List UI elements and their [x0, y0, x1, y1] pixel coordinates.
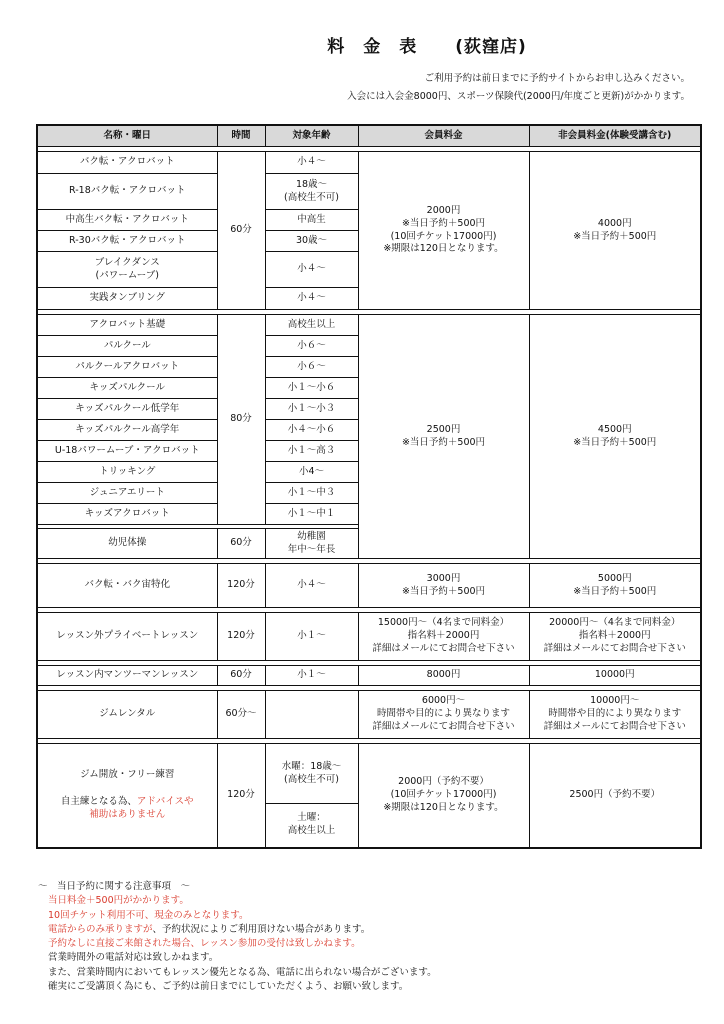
- class-age: 小１〜小６: [265, 378, 358, 399]
- nonmember-price-line: 4000円: [597, 217, 632, 229]
- title-text: 料 金 表: [327, 37, 418, 57]
- note-red: 電話からのみ承りますが: [48, 923, 153, 935]
- class-name: トリッキング: [37, 462, 217, 483]
- class-time: 120分: [217, 744, 265, 848]
- member-price: [358, 152, 529, 310]
- table-row: [37, 152, 701, 174]
- nonmember-price: [529, 613, 701, 661]
- reservation-note: ご利用予約は前日までに予約サイトからお申し込みください。: [424, 73, 690, 84]
- class-age: 小４〜: [265, 564, 358, 608]
- member-price-line: 6000円〜: [421, 695, 466, 707]
- note-black: 、予約状況によりご利用頂けない場合があります。: [152, 923, 371, 935]
- class-name: [37, 744, 217, 848]
- class-name-line: ブレイクダンス: [94, 256, 160, 268]
- class-name: 幼児体操: [37, 529, 217, 559]
- class-age-line: 年中〜年長: [287, 543, 336, 555]
- member-price: [358, 691, 529, 739]
- member-price-line: 2500円: [426, 423, 461, 435]
- class-age-line: (高校生不可): [284, 773, 339, 785]
- table-row: [37, 666, 701, 686]
- class-name: パルクールアクロバット: [37, 357, 217, 378]
- note-line: [48, 923, 437, 937]
- nonmember-price: [529, 691, 701, 739]
- col-header-age: 対象年齢: [265, 125, 358, 147]
- class-age: 小６〜: [265, 357, 358, 378]
- class-age: [265, 744, 358, 804]
- class-age: [265, 174, 358, 210]
- note-line: また、営業時間内においてもレッスン優先となる為、電話に出られない場合がございます。: [48, 966, 437, 978]
- member-price-line: 15000円〜（4名まで同料金）: [377, 617, 510, 629]
- member-price-line: (10回チケット17000円): [390, 788, 497, 800]
- col-header-member: 会員料金: [358, 125, 529, 147]
- nonmember-price-line: 時間帯や目的により異なります: [548, 708, 682, 720]
- notes-heading: 〜 当日予約に関する注意事項 〜: [38, 881, 191, 892]
- nonmember-price-line: 4500円: [597, 423, 632, 435]
- class-age: 小１〜中３: [265, 483, 358, 504]
- nonmember-price-line: 指名料＋2000円: [578, 630, 651, 642]
- class-age-line: (高校生不可): [284, 191, 339, 203]
- table-row: [37, 613, 701, 661]
- col-header-name: 名称・曜日: [37, 125, 217, 147]
- note-black: 自主練となる為、: [60, 795, 137, 807]
- table-row: [37, 315, 701, 336]
- class-age: 小４〜: [265, 252, 358, 288]
- member-price-line: 時間帯や目的により異なります: [376, 708, 510, 720]
- class-age-line: 18歳〜: [295, 178, 328, 190]
- class-age: 中高生: [265, 210, 358, 231]
- note-line: 10回チケット利用不可、現金のみとなります。: [48, 909, 249, 921]
- class-name: キッズアクロバット: [37, 504, 217, 525]
- nonmember-price: [529, 152, 701, 310]
- page-title: [0, 32, 724, 57]
- class-name: バク転・アクロバット: [37, 152, 217, 174]
- class-name: レッスン外プライベートレッスン: [37, 613, 217, 661]
- table-row: [37, 744, 701, 804]
- member-price-line: 指名料＋2000円: [407, 630, 480, 642]
- free-practice-note: [38, 796, 217, 809]
- class-age: 高校生以上: [265, 315, 358, 336]
- class-age: 小１〜: [265, 613, 358, 661]
- notes-section: [38, 880, 437, 994]
- class-age: 小１〜中１: [265, 504, 358, 525]
- note-line: 当日料金＋500円がかかります。: [48, 895, 189, 907]
- class-time: 120分: [217, 564, 265, 608]
- note-line: 営業時間外の電話対応は致しかねます。: [48, 952, 219, 964]
- member-price-line: 詳細はメールにてお問合せ下さい: [372, 642, 515, 654]
- class-name: R-30バク転・アクロバット: [37, 231, 217, 252]
- class-age-line: 水曜：18歳〜: [281, 760, 342, 772]
- nonmember-price: [529, 564, 701, 608]
- free-practice-title: ジム開放・フリー練習: [80, 769, 175, 781]
- table-row: [37, 691, 701, 739]
- member-price-line: 2000円: [426, 204, 461, 216]
- class-age: [265, 529, 358, 559]
- class-time: 60分: [217, 666, 265, 686]
- class-name: [37, 252, 217, 288]
- store-name: (荻窪店): [455, 37, 527, 57]
- note-line: 確実にご受講頂く為にも、ご予約は前日までにしていただくよう、お願い致します。: [48, 980, 409, 992]
- member-price: [358, 564, 529, 608]
- class-name: ジュニアエリート: [37, 483, 217, 504]
- nonmember-price-line: ※当日予約＋500円: [573, 585, 657, 597]
- member-price-line: 2000円（予約不要）: [398, 776, 489, 788]
- note-line: 予約なしに直接ご来館された場合、レッスン参加の受付は致しかねます。: [48, 938, 361, 949]
- class-age-line: 高校生以上: [287, 825, 336, 837]
- class-age: 小４〜: [265, 152, 358, 174]
- member-price-line: ※当日予約＋500円: [401, 436, 486, 448]
- member-price-line: (10回チケット17000円): [390, 230, 497, 242]
- class-age: 小４〜: [265, 288, 358, 310]
- nonmember-price-line: 10000円〜: [590, 695, 640, 707]
- class-age: 小１〜: [265, 666, 358, 686]
- class-time: 80分: [217, 315, 265, 525]
- member-price-line: ※期限は120日となります。: [383, 243, 504, 255]
- class-age-line: 幼稚園: [297, 530, 326, 542]
- col-header-nonmember: 非会員料金(体験受講含む): [529, 125, 701, 147]
- price-table: [36, 124, 702, 849]
- member-price-line: 3000円: [426, 572, 461, 584]
- class-age: 小１〜小３: [265, 399, 358, 420]
- member-price-line: ※当日予約＋500円: [401, 217, 486, 229]
- table-row: [37, 564, 701, 608]
- member-price: [358, 613, 529, 661]
- class-name: 中高生バク転・アクロバット: [37, 210, 217, 231]
- class-name-line: (パワームーブ): [95, 269, 159, 281]
- admission-note: 入会には入会金8000円、スポーツ保険代(2000円/年度ごと更新)がかかります。: [347, 91, 690, 102]
- class-name: U-18パワームーブ・アクロバット: [37, 441, 217, 462]
- class-name: ジムレンタル: [37, 691, 217, 739]
- class-name: レッスン内マンツーマンレッスン: [37, 666, 217, 686]
- class-name: バク転・バク宙特化: [37, 564, 217, 608]
- class-name: キッズパルクール低学年: [37, 399, 217, 420]
- table-header-row: [37, 125, 701, 147]
- class-time: 60分〜: [217, 691, 265, 739]
- note-red: 補助はありません: [89, 808, 166, 820]
- class-name: R-18バク転・アクロバット: [37, 174, 217, 210]
- class-age: [265, 691, 358, 739]
- member-price-line: ※期限は120日となります。: [383, 801, 504, 813]
- member-price-line: 詳細はメールにてお問合せ下さい: [372, 720, 515, 732]
- nonmember-price: 2500円（予約不要）: [529, 744, 701, 848]
- member-price: [358, 744, 529, 848]
- member-price: [358, 315, 529, 559]
- nonmember-price: [529, 315, 701, 559]
- member-price: 8000円: [358, 666, 529, 686]
- nonmember-price-line: 5000円: [597, 572, 632, 584]
- class-time: 60分: [217, 152, 265, 310]
- note-red: アドバイスや: [136, 795, 194, 807]
- class-name: アクロバット基礎: [37, 315, 217, 336]
- class-age: 小１〜高３: [265, 441, 358, 462]
- class-time: 120分: [217, 613, 265, 661]
- class-age: [265, 804, 358, 848]
- nonmember-price-line: ※当日予約＋500円: [573, 436, 657, 448]
- class-age: 30歳〜: [265, 231, 358, 252]
- nonmember-price: 10000円: [529, 666, 701, 686]
- nonmember-price-line: 詳細はメールにてお問合せ下さい: [543, 720, 686, 732]
- nonmember-price-line: ※当日予約＋500円: [573, 230, 657, 242]
- col-header-time: 時間: [217, 125, 265, 147]
- class-age: 小６〜: [265, 336, 358, 357]
- nonmember-price-line: 詳細はメールにてお問合せ下さい: [543, 642, 686, 654]
- class-age-line: 土曜：: [297, 812, 326, 824]
- class-age: 小４〜小６: [265, 420, 358, 441]
- class-name: パルクール: [37, 336, 217, 357]
- member-price-line: ※当日予約＋500円: [401, 585, 486, 597]
- class-name: キッズパルクール高学年: [37, 420, 217, 441]
- class-time: 60分: [217, 529, 265, 559]
- nonmember-price-line: 20000円〜（4名まで同料金）: [549, 617, 681, 629]
- class-name: キッズパルクール: [37, 378, 217, 399]
- class-name: 実践タンブリング: [37, 288, 217, 310]
- class-age: 小4〜: [265, 462, 358, 483]
